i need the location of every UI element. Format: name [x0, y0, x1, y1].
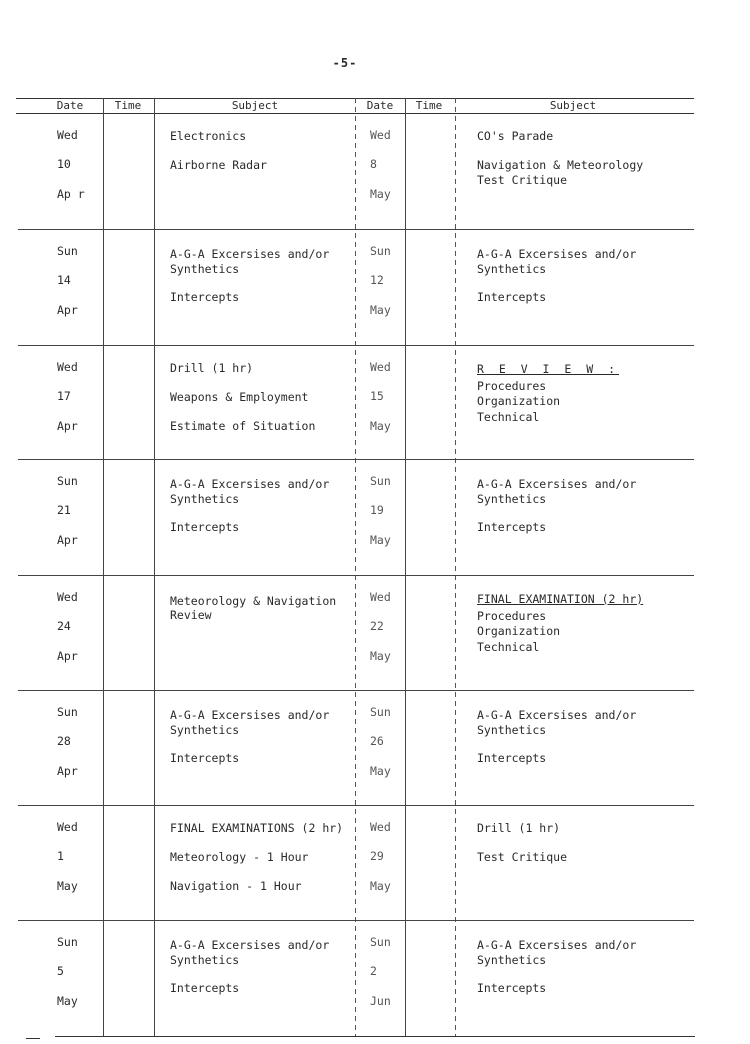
right-date-day: Wed	[370, 820, 391, 834]
column-divider	[103, 98, 104, 1036]
left-date-number: 28	[57, 734, 71, 748]
right-subject-line: Intercepts	[477, 981, 547, 995]
right-subject-line: Test Critique	[477, 173, 568, 187]
right-subject-line: Procedures	[477, 609, 547, 623]
left-date-day: Wed	[57, 360, 78, 374]
table-bottom-rule-left	[26, 1038, 40, 1039]
right-date-day: Wed	[370, 590, 391, 604]
right-date-number: 8	[370, 157, 377, 171]
right-subject-line: Intercepts	[477, 520, 547, 534]
right-date-day: Sun	[370, 935, 391, 949]
left-subject-line: A-G-A Excersises and/or	[170, 708, 330, 722]
left-subject-line: Drill (1 hr)	[170, 361, 254, 375]
left-date-day: Sun	[57, 705, 78, 719]
right-subject-line: Technical	[477, 640, 540, 654]
left-subject-line: A-G-A Excersises and/or	[170, 247, 330, 261]
header-subject-right: Subject	[549, 99, 597, 112]
right-subject-line: Intercepts	[477, 290, 547, 304]
left-date-day: Sun	[57, 935, 78, 949]
right-subject-line: Intercepts	[477, 751, 547, 765]
right-subject-line: Technical	[477, 410, 540, 424]
left-subject-line: Synthetics	[170, 723, 240, 737]
header-time-right: Time	[415, 99, 443, 112]
left-date-month: Ap r	[57, 187, 85, 201]
left-subject-line: A-G-A Excersises and/or	[170, 938, 330, 952]
right-subject-line: FINAL EXAMINATION (2 hr)	[477, 592, 644, 606]
left-subject-line: Intercepts	[170, 751, 240, 765]
header-subject-left: Subject	[231, 99, 279, 112]
left-date-month: Apr	[57, 764, 78, 778]
left-subject-line: A-G-A Excersises and/or	[170, 477, 330, 491]
header-date-right: Date	[366, 99, 394, 112]
right-date-day: Wed	[370, 360, 391, 374]
right-date-number: 26	[370, 734, 384, 748]
left-subject-line: Intercepts	[170, 520, 240, 534]
row-separator	[18, 920, 694, 921]
right-date-month: Jun	[370, 994, 391, 1008]
left-date-month: Apr	[57, 419, 78, 433]
right-date-number: 12	[370, 273, 384, 287]
column-divider	[405, 98, 406, 1036]
left-subject-line: Meteorology & Navigation	[170, 594, 337, 608]
header-date-left: Date	[56, 99, 84, 112]
left-subject-line: Synthetics	[170, 492, 240, 506]
right-subject-line: Synthetics	[477, 723, 547, 737]
row-separator	[18, 805, 694, 806]
right-subject-line: A-G-A Excersises and/or	[477, 247, 637, 261]
column-divider	[355, 98, 356, 1036]
right-subject-line: Navigation & Meteorology	[477, 158, 644, 172]
right-date-month: May	[370, 419, 391, 433]
left-date-month: Apr	[57, 303, 78, 317]
right-date-day: Sun	[370, 244, 391, 258]
page-number: -5-	[332, 56, 358, 70]
right-date-month: May	[370, 187, 391, 201]
right-subject-line: Procedures	[477, 379, 547, 393]
left-date-number: 1	[57, 849, 64, 863]
left-subject-line: Estimate of Situation	[170, 419, 316, 433]
left-subject-line: Airborne Radar	[170, 158, 267, 172]
right-date-month: May	[370, 533, 391, 547]
right-subject-line: R E V I E W :	[477, 362, 620, 376]
left-subject-line: Electronics	[170, 129, 247, 143]
right-date-month: May	[370, 879, 391, 893]
right-date-number: 19	[370, 503, 384, 517]
right-date-day: Sun	[370, 705, 391, 719]
left-date-number: 14	[57, 273, 71, 287]
left-date-number: 24	[57, 619, 71, 633]
left-date-number: 17	[57, 389, 71, 403]
right-date-day: Sun	[370, 474, 391, 488]
right-subject-line: Drill (1 hr)	[477, 821, 561, 835]
left-date-month: May	[57, 994, 78, 1008]
left-date-number: 10	[57, 157, 71, 171]
right-subject-line: Synthetics	[477, 262, 547, 276]
left-date-month: Apr	[57, 649, 78, 663]
left-subject-line: Weapons & Employment	[170, 390, 309, 404]
right-date-number: 15	[370, 389, 384, 403]
right-subject-line: A-G-A Excersises and/or	[477, 708, 637, 722]
row-separator	[18, 345, 694, 346]
right-subject-line: Organization	[477, 624, 561, 638]
left-date-day: Sun	[57, 474, 78, 488]
header-time-left: Time	[114, 99, 142, 112]
right-subject-line: A-G-A Excersises and/or	[477, 477, 637, 491]
right-date-number: 2	[370, 964, 377, 978]
left-subject-line: Synthetics	[170, 953, 240, 967]
right-subject-line: CO's Parade	[477, 129, 554, 143]
row-separator	[18, 575, 694, 576]
right-date-month: May	[370, 303, 391, 317]
left-date-month: May	[57, 879, 78, 893]
right-subject-line: Synthetics	[477, 492, 547, 506]
left-subject-line: Navigation - 1 Hour	[170, 879, 302, 893]
right-date-number: 22	[370, 619, 384, 633]
left-date-day: Sun	[57, 244, 78, 258]
left-date-day: Wed	[57, 820, 78, 834]
left-subject-line: Intercepts	[170, 290, 240, 304]
right-date-month: May	[370, 649, 391, 663]
left-date-month: Apr	[57, 533, 78, 547]
right-subject-line: Test Critique	[477, 850, 568, 864]
left-subject-line: Meteorology - 1 Hour	[170, 850, 309, 864]
left-date-number: 5	[57, 964, 64, 978]
right-date-day: Wed	[370, 128, 391, 142]
column-divider	[455, 98, 456, 1036]
left-subject-line: Intercepts	[170, 981, 240, 995]
right-date-number: 29	[370, 849, 384, 863]
left-date-number: 21	[57, 503, 71, 517]
column-divider	[154, 98, 155, 1036]
right-subject-line: Organization	[477, 394, 561, 408]
right-date-month: May	[370, 764, 391, 778]
left-subject-line: FINAL EXAMINATIONS (2 hr)	[170, 821, 344, 835]
row-separator	[18, 229, 694, 230]
left-date-day: Wed	[57, 590, 78, 604]
left-subject-line: Synthetics	[170, 262, 240, 276]
table-bottom-rule	[55, 1036, 695, 1037]
right-subject-line: A-G-A Excersises and/or	[477, 938, 637, 952]
right-subject-line: Synthetics	[477, 953, 547, 967]
row-separator	[18, 690, 694, 691]
left-subject-line: Review	[170, 608, 212, 622]
left-date-day: Wed	[57, 128, 78, 142]
row-separator	[18, 459, 694, 460]
